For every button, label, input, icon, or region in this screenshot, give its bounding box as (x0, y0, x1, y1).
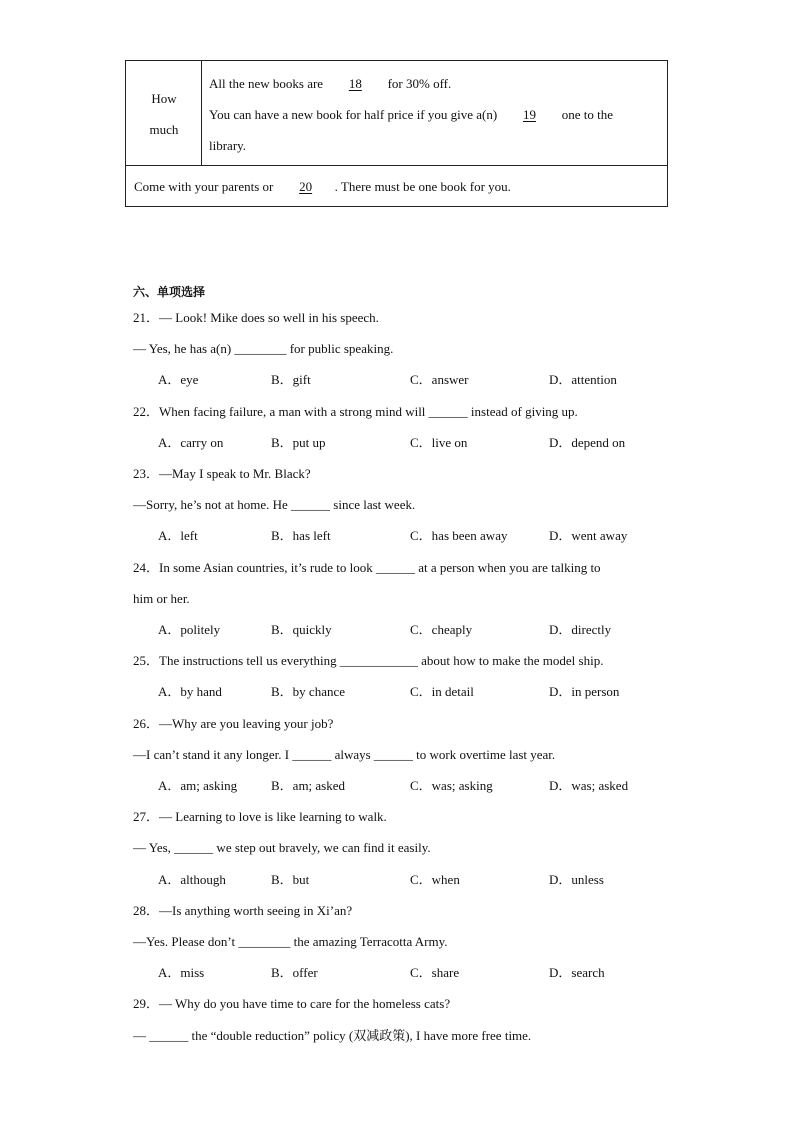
question-28-options (158, 965, 678, 981)
question-24-line-1: 24．In some Asian countries, it’s rude to look ______ at a person when you are talking to (133, 560, 601, 575)
question-21-options (158, 372, 678, 388)
question-23-line-1: 23．—May I speak to Mr. Black? (133, 466, 311, 481)
question-27-line-2: — Yes, ______ we step out bravely, we can find it easily. (133, 840, 431, 855)
question-23-line-2: —Sorry, he’s not at home. He ______ since last week. (133, 497, 416, 512)
option-c[interactable]: C．was; asking (410, 778, 493, 793)
question-28-line-2: —Yes. Please don’t ________ the amazing Terracotta Army. (133, 934, 448, 949)
option-a[interactable]: A．eye (158, 372, 199, 387)
question-25-options (158, 684, 678, 700)
table-bottom-line (134, 179, 511, 195)
question-24-options (158, 622, 678, 638)
option-b[interactable]: B．but (271, 872, 310, 887)
blank-20: 20 (299, 179, 313, 194)
blank-19: 19 (522, 107, 536, 122)
question-28-line-1: 28．—Is anything worth seeing in Xi’an? (133, 903, 353, 918)
question-29-line-2: — ______ the “double reduction” policy (双减政策), I have more free time. (133, 1028, 532, 1043)
option-d[interactable]: D．in person (549, 684, 620, 699)
table-line-3: library. (209, 138, 247, 153)
question-27-options (158, 872, 678, 888)
option-b[interactable]: B．gift (271, 372, 311, 387)
line2-text: You can have a new book for half price if you give a(n) (209, 107, 498, 122)
blank-18: 18 (348, 76, 362, 91)
question-25-line-1: 25．The instructions tell us everything ____________ about how to make the model ship. (133, 653, 604, 668)
line1-text-after: for 30% off. (387, 76, 452, 91)
bottom-text: Come with your parents or (134, 179, 274, 194)
table-label-cell (126, 61, 202, 165)
option-d[interactable]: D．attention (549, 372, 617, 387)
option-b[interactable]: B．has left (271, 528, 331, 543)
option-d[interactable]: D．depend on (549, 435, 626, 450)
table-line-1 (209, 76, 451, 92)
option-d[interactable]: D．was; asked (549, 778, 629, 793)
option-c[interactable]: C．cheaply (410, 622, 473, 637)
question-27-line-1: 27．— Learning to love is like learning to walk. (133, 809, 387, 824)
question-23-options (158, 528, 678, 544)
section-title: 六、单项选择 (133, 285, 206, 299)
option-a[interactable]: A．left (158, 528, 198, 543)
option-b[interactable]: B．put up (271, 435, 326, 450)
option-b[interactable]: B．offer (271, 965, 318, 980)
option-d[interactable]: D．search (549, 965, 605, 980)
option-d[interactable]: D．unless (549, 872, 604, 887)
info-table (125, 60, 668, 207)
option-a[interactable]: A．miss (158, 965, 205, 980)
option-c[interactable]: C．live on (410, 435, 468, 450)
option-b[interactable]: B．am; asked (271, 778, 346, 793)
table-line-2 (209, 107, 613, 123)
question-22-line-1: 22．When facing failure, a man with a strong mind will ______ instead of giving up. (133, 404, 578, 419)
line2-text-after: one to the (561, 107, 613, 122)
option-a[interactable]: A．am; asking (158, 778, 238, 793)
question-22-options (158, 435, 678, 451)
option-d[interactable]: D．directly (549, 622, 612, 637)
line1-text: All the new books are (209, 76, 324, 91)
option-a[interactable]: A．by hand (158, 684, 222, 699)
label-line-1: How (151, 91, 177, 106)
option-c[interactable]: C．has been away (410, 528, 508, 543)
option-b[interactable]: B．by chance (271, 684, 346, 699)
question-26-line-2: —I can’t stand it any longer. I ______ always ______ to work overtime last year. (133, 747, 556, 762)
question-26-options (158, 778, 678, 794)
question-21-line-2: — Yes, he has a(n) ________ for public speaking. (133, 341, 394, 356)
question-26-line-1: 26．—Why are you leaving your job? (133, 716, 334, 731)
bottom-text-after: . There must be one book for you. (334, 179, 511, 194)
option-a[interactable]: A．politely (158, 622, 221, 637)
table-row-how-much (126, 61, 667, 166)
option-d[interactable]: D．went away (549, 528, 628, 543)
option-a[interactable]: A．carry on (158, 435, 224, 450)
question-21-line-1: 21．— Look! Mike does so well in his speech. (133, 310, 379, 325)
label-line-2: much (149, 122, 179, 137)
question-24-line-2: him or her. (133, 591, 190, 606)
option-a[interactable]: A．although (158, 872, 226, 887)
question-29-line-1: 29．— Why do you have time to care for the homeless cats? (133, 996, 451, 1011)
option-c[interactable]: C．answer (410, 372, 469, 387)
option-c[interactable]: C．when (410, 872, 460, 887)
option-c[interactable]: C．share (410, 965, 460, 980)
option-b[interactable]: B．quickly (271, 622, 332, 637)
option-c[interactable]: C．in detail (410, 684, 474, 699)
